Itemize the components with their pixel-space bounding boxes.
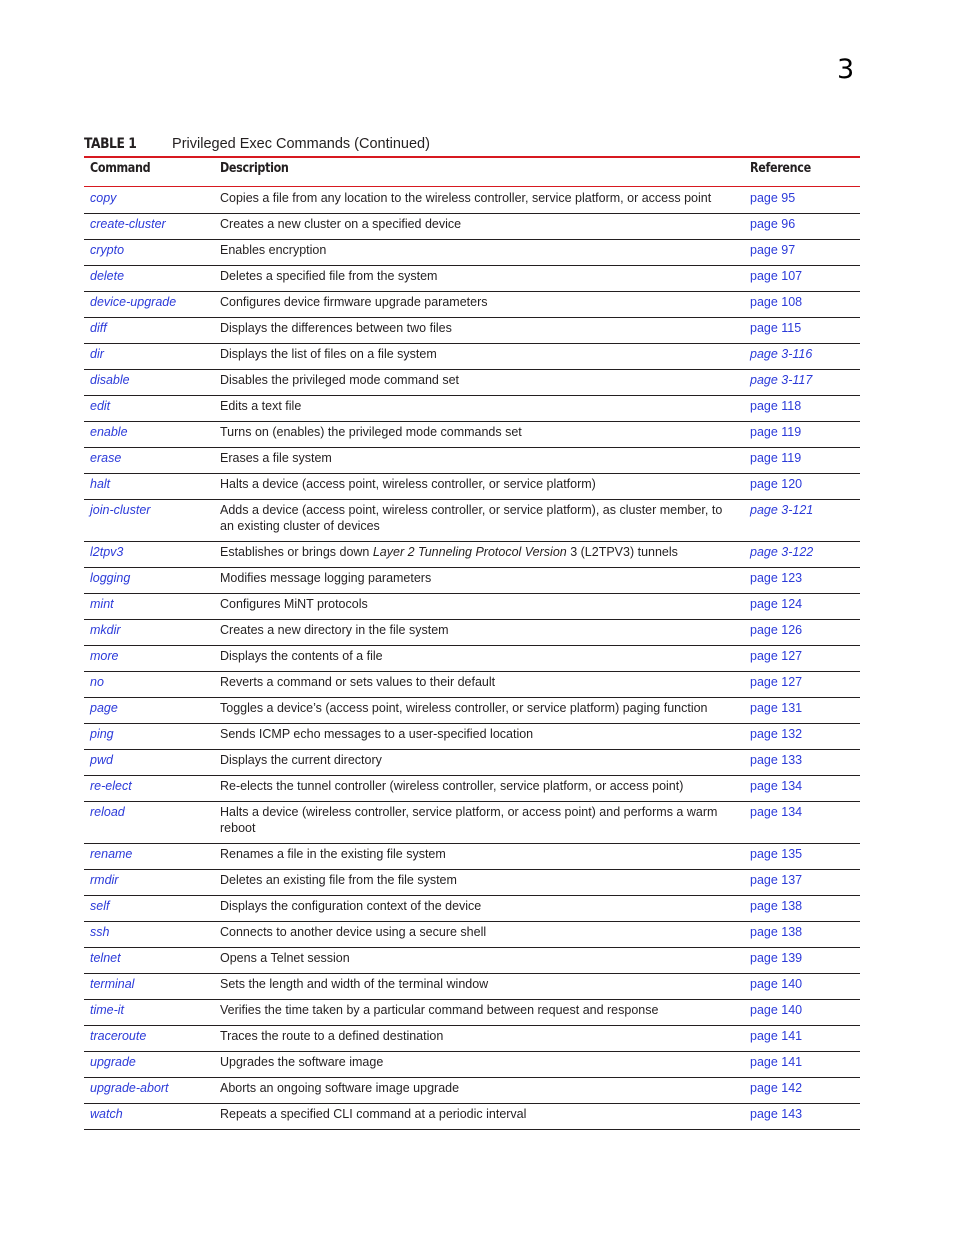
command-link[interactable]: mkdir (90, 623, 121, 637)
command-link[interactable]: ping (90, 727, 114, 741)
command-description: Erases a file system (220, 451, 332, 465)
command-link[interactable]: disable (90, 373, 130, 387)
reference-link[interactable]: page 143 (750, 1107, 803, 1121)
table-row (84, 646, 860, 672)
reference-link[interactable]: page 3-121 (750, 503, 814, 517)
reference-link[interactable]: page 137 (750, 873, 803, 887)
command-description: Repeats a specified CLI command at a periodic interval (220, 1107, 527, 1121)
header-reference: Reference (750, 161, 811, 176)
reference-link[interactable]: page 3-122 (750, 545, 814, 559)
command-link[interactable]: halt (90, 477, 111, 491)
reference-link[interactable]: page 142 (750, 1081, 803, 1095)
reference-link[interactable]: page 3-117 (750, 373, 813, 387)
command-description: Reverts a command or sets values to their default (220, 675, 496, 689)
command-description: Re-elects the tunnel controller (wireless controller, service platform, or access point) (220, 779, 684, 793)
reference-link[interactable]: page 138 (750, 925, 803, 939)
command-link[interactable]: page (90, 701, 118, 715)
command-link[interactable]: terminal (90, 977, 135, 991)
command-description: Renames a file in the existing file system (220, 847, 446, 861)
command-link[interactable]: ssh (90, 925, 110, 939)
command-link[interactable]: device-upgrade (90, 295, 177, 309)
table-row (84, 396, 860, 422)
command-description: Halts a device (access point, wireless controller, or service platform) (220, 477, 596, 491)
command-link[interactable]: telnet (90, 951, 121, 965)
command-description: Displays the contents of a file (220, 649, 383, 663)
commands-table (84, 188, 860, 1130)
table-row (84, 370, 860, 396)
table-row (84, 896, 860, 922)
command-link[interactable]: diff (90, 321, 107, 335)
table-row (84, 1000, 860, 1026)
description-part: Establishes or brings down (220, 545, 373, 559)
command-description: Displays the configuration context of the device (220, 899, 482, 913)
command-description: Sets the length and width of the terminal window (220, 977, 489, 991)
table-row (84, 672, 860, 698)
table-row (84, 620, 860, 646)
command-link[interactable]: mint (90, 597, 114, 611)
table-row (84, 974, 860, 1000)
command-description: Deletes a specified file from the system (220, 269, 438, 283)
table-row (84, 542, 860, 568)
command-description: Disables the privileged mode command set (220, 373, 460, 387)
command-description: Configures MiNT protocols (220, 597, 368, 611)
command-link[interactable]: rename (90, 847, 133, 861)
table-row (84, 750, 860, 776)
reference-link[interactable]: page 120 (750, 477, 803, 491)
reference-link[interactable]: page 108 (750, 295, 803, 309)
command-link[interactable]: erase (90, 451, 122, 465)
command-link[interactable]: copy (90, 191, 117, 205)
table-header-rule (84, 186, 860, 187)
command-link[interactable]: reload (90, 805, 125, 819)
reference-link[interactable]: page 141 (750, 1029, 803, 1043)
command-link[interactable]: upgrade (90, 1055, 136, 1069)
command-link[interactable]: rmdir (90, 873, 119, 887)
reference-link[interactable]: page 134 (750, 779, 803, 793)
table-row (84, 422, 860, 448)
command-link[interactable]: no (90, 675, 104, 689)
command-description: Upgrades the software image (220, 1055, 384, 1069)
command-link[interactable]: dir (90, 347, 104, 361)
table-row (84, 698, 860, 724)
command-link[interactable]: re-elect (90, 779, 132, 793)
chapter-number: 3 (837, 54, 855, 85)
command-description: Configures device firmware upgrade parameters (220, 295, 488, 309)
table-row (84, 1078, 860, 1104)
reference-link[interactable]: page 139 (750, 951, 803, 965)
description-part: 3 (L2TPV3) tunnels (566, 545, 678, 559)
command-link[interactable]: watch (90, 1107, 123, 1121)
table-row (84, 344, 860, 370)
table-row (84, 266, 860, 292)
command-description: Toggles a device’s (access point, wireless controller, or service platform) paging function (220, 701, 708, 715)
table-row (84, 870, 860, 896)
table-row (84, 594, 860, 620)
reference-link[interactable]: page 97 (750, 243, 796, 257)
table-top-rule (84, 156, 860, 158)
command-link[interactable]: edit (90, 399, 111, 413)
reference-link[interactable]: page 119 (750, 425, 802, 439)
command-description: Halts a device (wireless controller, service platform, or access point) and performs a warm reboot (220, 805, 718, 835)
table-row (84, 948, 860, 974)
reference-link[interactable]: page 96 (750, 217, 796, 231)
table-caption (84, 135, 430, 153)
command-link[interactable]: logging (90, 571, 131, 585)
reference-link[interactable]: page 3-116 (750, 347, 813, 361)
reference-link[interactable]: page 95 (750, 191, 796, 205)
command-link[interactable]: create-cluster (90, 217, 166, 231)
table-row (84, 240, 860, 266)
reference-link[interactable]: page 123 (750, 571, 803, 585)
reference-link[interactable]: page 131 (750, 701, 803, 715)
command-description: Aborts an ongoing software image upgrade (220, 1081, 460, 1095)
table-title: Privileged Exec Commands (Continued) (172, 136, 430, 152)
description-part: Layer 2 Tunneling Protocol Version (372, 545, 567, 559)
reference-link[interactable]: page 115 (750, 321, 802, 335)
command-description: Modifies message logging parameters (220, 571, 432, 585)
reference-link[interactable]: page 134 (750, 805, 803, 819)
table-label: TABLE 1 (84, 136, 137, 152)
commands-table-body (84, 188, 860, 1130)
command-description: Displays the list of files on a file system (220, 347, 437, 361)
command-description: Enables encryption (220, 243, 327, 257)
command-description: Copies a file from any location to the wireless controller, service platform, or access point (220, 191, 712, 205)
reference-link[interactable]: page 132 (750, 727, 803, 741)
table-row (84, 292, 860, 318)
table-row (84, 474, 860, 500)
table-row (84, 724, 860, 750)
table-row (84, 802, 860, 844)
reference-link[interactable]: page 127 (750, 675, 803, 689)
command-link[interactable]: enable (90, 425, 128, 439)
command-description: Deletes an existing file from the file system (220, 873, 457, 887)
command-link[interactable]: join-cluster (90, 503, 151, 517)
header-description: Description (220, 161, 289, 176)
command-link[interactable]: delete (90, 269, 125, 283)
reference-link[interactable]: page 133 (750, 753, 803, 767)
command-link[interactable]: more (90, 649, 119, 663)
reference-link[interactable]: page 118 (750, 399, 802, 413)
command-description: Displays the current directory (220, 753, 382, 767)
reference-link[interactable]: page 119 (750, 451, 802, 465)
command-description: Verifies the time taken by a particular command between request and response (220, 1003, 659, 1017)
table-row (84, 1052, 860, 1078)
command-link[interactable]: crypto (90, 243, 125, 257)
command-description: Adds a device (access point, wireless controller, or service platform), as cluster member, to an existing cluster of devices (220, 503, 723, 533)
reference-link[interactable]: page 141 (750, 1055, 803, 1069)
reference-link[interactable]: page 138 (750, 899, 803, 913)
command-description: Creates a new directory in the file system (220, 623, 449, 637)
table-row (84, 1026, 860, 1052)
reference-link[interactable]: page 107 (750, 269, 803, 283)
reference-link[interactable]: page 126 (750, 623, 803, 637)
command-description: Displays the differences between two files (220, 321, 452, 335)
table-header-row (84, 159, 860, 185)
command-link[interactable]: pwd (90, 753, 113, 767)
command-link[interactable]: l2tpv3 (90, 545, 124, 559)
command-link[interactable]: self (90, 899, 110, 913)
reference-link[interactable]: page 124 (750, 597, 803, 611)
table-row (84, 1104, 860, 1130)
command-link[interactable]: upgrade-abort (90, 1081, 169, 1095)
table-row (84, 214, 860, 240)
reference-link[interactable]: page 135 (750, 847, 803, 861)
command-description: Traces the route to a defined destination (220, 1029, 444, 1043)
command-description: Sends ICMP echo messages to a user-specified location (220, 727, 534, 741)
command-description: Opens a Telnet session (220, 951, 350, 965)
reference-link[interactable]: page 127 (750, 649, 803, 663)
table-row (84, 776, 860, 802)
command-description (214, 542, 744, 568)
table-row (84, 922, 860, 948)
table-row (84, 318, 860, 344)
header-command: Command (90, 161, 151, 176)
table-row (84, 844, 860, 870)
reference-link[interactable]: page 140 (750, 977, 803, 991)
command-description: Creates a new cluster on a specified device (220, 217, 462, 231)
command-link[interactable]: time-it (90, 1003, 125, 1017)
command-description: Connects to another device using a secure shell (220, 925, 487, 939)
table-row (84, 448, 860, 474)
reference-link[interactable]: page 140 (750, 1003, 803, 1017)
command-description: Edits a text file (220, 399, 302, 413)
table-row (84, 568, 860, 594)
command-link[interactable]: traceroute (90, 1029, 147, 1043)
table-row (84, 188, 860, 214)
table-row (84, 500, 860, 542)
command-description: Turns on (enables) the privileged mode commands set (220, 425, 522, 439)
